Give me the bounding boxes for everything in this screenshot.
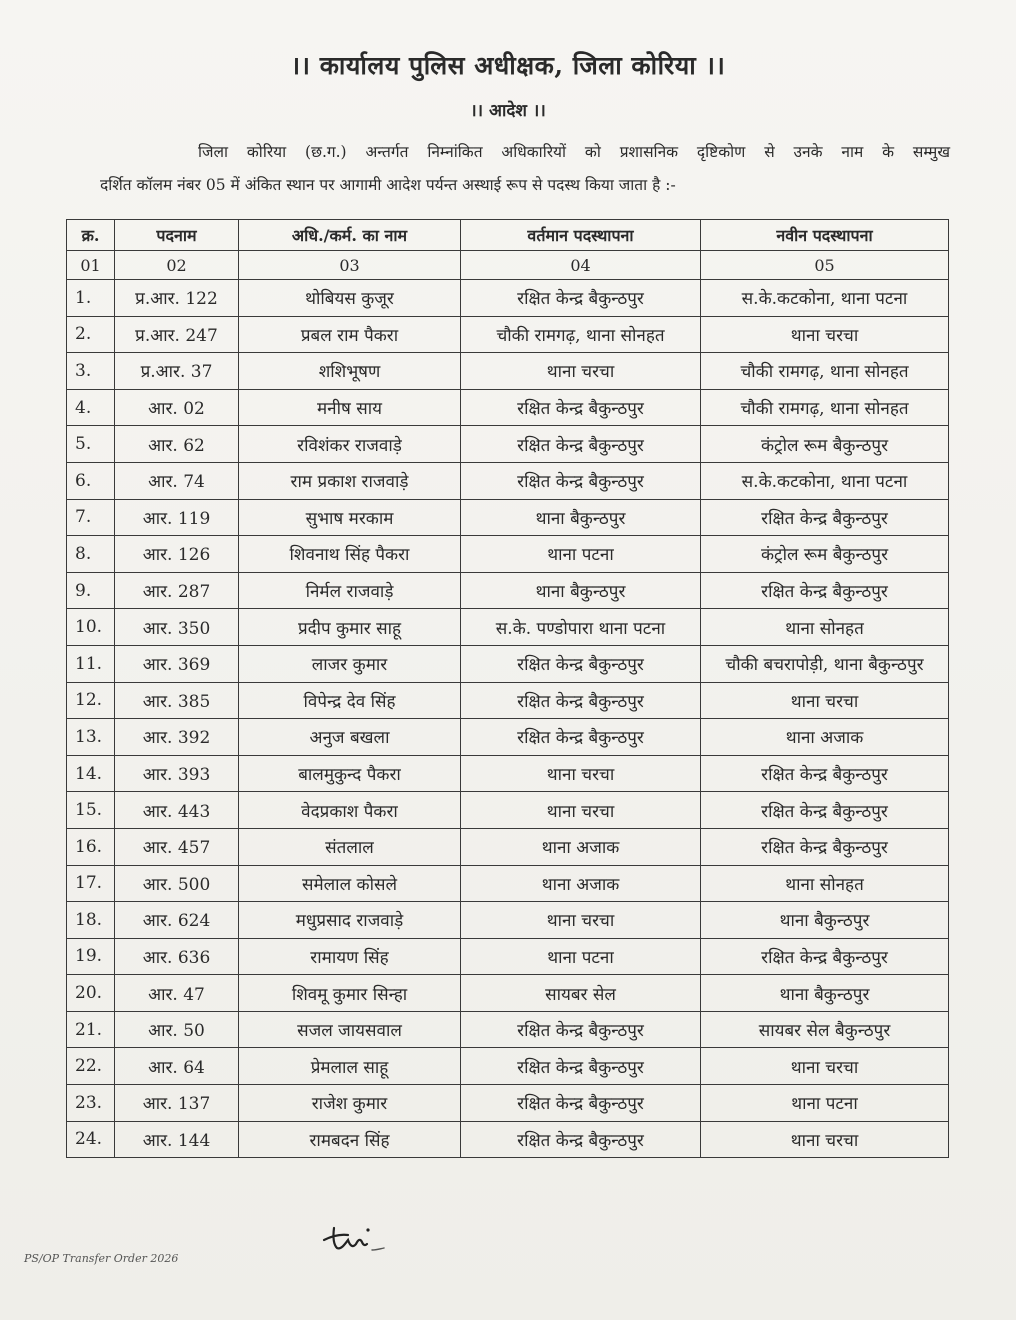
cell-current-posting: थाना अजाक: [461, 865, 701, 902]
cell-current-posting: रक्षित केन्द्र बैकुन्ठपुर: [461, 426, 701, 463]
cell-new-posting: थाना सोनहत: [701, 609, 949, 646]
table-row: [67, 755, 949, 792]
order-paragraph-line-2: दर्शित कॉलम नंबर 05 में अंकित स्थान पर आगामी आदेश पर्यन्त अस्थाई रूप से पदस्थ किया जाता है :-: [100, 176, 676, 194]
header-serial: क्र.: [67, 220, 115, 251]
cell-current-posting: रक्षित केन्द्र बैकुन्ठपुर: [461, 462, 701, 499]
cell-name: संतलाल: [239, 828, 461, 865]
cell-new-posting: थाना सोनहत: [701, 865, 949, 902]
cell-designation: आर. 624: [115, 902, 239, 939]
cell-new-posting: कंट्रोल रूम बैकुन्ठपुर: [701, 536, 949, 573]
signature-mark: [318, 1216, 388, 1260]
cell-designation: आर. 144: [115, 1121, 239, 1158]
cell-serial: 11.: [67, 645, 115, 682]
cell-current-posting: रक्षित केन्द्र बैकुन्ठपुर: [461, 645, 701, 682]
cell-designation: आर. 393: [115, 755, 239, 792]
table-row: [67, 902, 949, 939]
cell-serial: 17.: [67, 865, 115, 902]
cell-new-posting: स.के.कटकोना, थाना पटना: [701, 280, 949, 317]
table-row: [67, 828, 949, 865]
cell-new-posting: थाना अजाक: [701, 719, 949, 756]
cell-serial: 5.: [67, 426, 115, 463]
cell-serial: 18.: [67, 902, 115, 939]
cell-name: लाजर कुमार: [239, 645, 461, 682]
cell-designation: आर. 47: [115, 975, 239, 1012]
cell-designation: आर. 126: [115, 536, 239, 573]
cell-designation: आर. 350: [115, 609, 239, 646]
cell-current-posting: रक्षित केन्द्र बैकुन्ठपुर: [461, 1085, 701, 1122]
column-number: 04: [461, 251, 701, 280]
cell-new-posting: सायबर सेल बैकुन्ठपुर: [701, 1011, 949, 1048]
table-row: [67, 609, 949, 646]
order-paragraph: [100, 136, 950, 202]
cell-serial: 9.: [67, 572, 115, 609]
cell-current-posting: थाना चरचा: [461, 755, 701, 792]
table-row: [67, 353, 949, 390]
cell-current-posting: चौकी रामगढ़, थाना सोनहत: [461, 316, 701, 353]
cell-designation: प्र.आर. 247: [115, 316, 239, 353]
cell-name: प्रबल राम पैकरा: [239, 316, 461, 353]
cell-new-posting: रक्षित केन्द्र बैकुन्ठपुर: [701, 828, 949, 865]
cell-name: अनुज बखला: [239, 719, 461, 756]
cell-current-posting: रक्षित केन्द्र बैकुन्ठपुर: [461, 1011, 701, 1048]
cell-serial: 19.: [67, 938, 115, 975]
cell-serial: 4.: [67, 389, 115, 426]
cell-designation: आर. 137: [115, 1085, 239, 1122]
cell-name: रामबदन सिंह: [239, 1121, 461, 1158]
table-row: [67, 1085, 949, 1122]
cell-name: प्रेमलाल साहू: [239, 1048, 461, 1085]
cell-designation: प्र.आर. 122: [115, 280, 239, 317]
cell-serial: 24.: [67, 1121, 115, 1158]
cell-serial: 22.: [67, 1048, 115, 1085]
cell-current-posting: थाना चरचा: [461, 792, 701, 829]
order-paragraph-line-1: जिला कोरिया (छ.ग.) अन्तर्गत निम्नांकित अधिकारियों को प्रशासनिक दृष्टिकोण से उनके नाम के सम्मुख: [198, 143, 950, 161]
cell-new-posting: रक्षित केन्द्र बैकुन्ठपुर: [701, 499, 949, 536]
cell-current-posting: रक्षित केन्द्र बैकुन्ठपुर: [461, 280, 701, 317]
cell-serial: 16.: [67, 828, 115, 865]
cell-name: शिवमू कुमार सिन्हा: [239, 975, 461, 1012]
cell-designation: आर. 457: [115, 828, 239, 865]
table-row: [67, 1011, 949, 1048]
table-row: [67, 1048, 949, 1085]
cell-new-posting: चौकी बचरापोड़ी, थाना बैकुन्ठपुर: [701, 645, 949, 682]
cell-new-posting: स.के.कटकोना, थाना पटना: [701, 462, 949, 499]
cell-new-posting: रक्षित केन्द्र बैकुन्ठपुर: [701, 572, 949, 609]
table-row: [67, 316, 949, 353]
column-number-row: [67, 251, 949, 280]
cell-current-posting: रक्षित केन्द्र बैकुन्ठपुर: [461, 682, 701, 719]
cell-name: राजेश कुमार: [239, 1085, 461, 1122]
cell-current-posting: थाना चरचा: [461, 902, 701, 939]
cell-current-posting: थाना बैकुन्ठपुर: [461, 499, 701, 536]
cell-name: बालमुकुन्द पैकरा: [239, 755, 461, 792]
cell-serial: 6.: [67, 462, 115, 499]
cell-name: राम प्रकाश राजवाड़े: [239, 462, 461, 499]
column-number: 05: [701, 251, 949, 280]
cell-serial: 2.: [67, 316, 115, 353]
cell-serial: 1.: [67, 280, 115, 317]
cell-name: विपेन्द्र देव सिंह: [239, 682, 461, 719]
cell-new-posting: थाना बैकुन्ठपुर: [701, 902, 949, 939]
table-row: [67, 682, 949, 719]
cell-name: वेदप्रकाश पैकरा: [239, 792, 461, 829]
transfer-table: [66, 219, 949, 1158]
cell-name: समेलाल कोसले: [239, 865, 461, 902]
cell-designation: आर. 62: [115, 426, 239, 463]
column-number: 01: [67, 251, 115, 280]
cell-serial: 13.: [67, 719, 115, 756]
cell-name: सजल जायसवाल: [239, 1011, 461, 1048]
cell-designation: आर. 369: [115, 645, 239, 682]
cell-designation: आर. 392: [115, 719, 239, 756]
cell-name: निर्मल राजवाड़े: [239, 572, 461, 609]
cell-serial: 14.: [67, 755, 115, 792]
cell-designation: आर. 02: [115, 389, 239, 426]
cell-designation: प्र.आर. 37: [115, 353, 239, 390]
cell-current-posting: रक्षित केन्द्र बैकुन्ठपुर: [461, 719, 701, 756]
table-row: [67, 975, 949, 1012]
cell-current-posting: स.के. पण्डोपारा थाना पटना: [461, 609, 701, 646]
column-number: 02: [115, 251, 239, 280]
cell-designation: आर. 443: [115, 792, 239, 829]
cell-serial: 12.: [67, 682, 115, 719]
cell-current-posting: थाना चरचा: [461, 353, 701, 390]
cell-name: रविशंकर राजवाड़े: [239, 426, 461, 463]
column-number: 03: [239, 251, 461, 280]
table-row: [67, 938, 949, 975]
header-name: अधि./कर्म. का नाम: [239, 220, 461, 251]
table-header-row: [67, 220, 949, 251]
header-designation: पदनाम: [115, 220, 239, 251]
cell-current-posting: थाना पटना: [461, 938, 701, 975]
cell-serial: 8.: [67, 536, 115, 573]
cell-new-posting: रक्षित केन्द्र बैकुन्ठपुर: [701, 938, 949, 975]
cell-current-posting: रक्षित केन्द्र बैकुन्ठपुर: [461, 389, 701, 426]
cell-designation: आर. 500: [115, 865, 239, 902]
cell-current-posting: थाना अजाक: [461, 828, 701, 865]
table-row: [67, 280, 949, 317]
table-row: [67, 462, 949, 499]
cell-designation: आर. 64: [115, 1048, 239, 1085]
cell-designation: आर. 74: [115, 462, 239, 499]
table-row: [67, 719, 949, 756]
cell-serial: 7.: [67, 499, 115, 536]
cell-serial: 23.: [67, 1085, 115, 1122]
cell-new-posting: थाना चरचा: [701, 1121, 949, 1158]
table-row: [67, 389, 949, 426]
table-row: [67, 536, 949, 573]
cell-new-posting: थाना पटना: [701, 1085, 949, 1122]
cell-serial: 21.: [67, 1011, 115, 1048]
cell-new-posting: थाना चरचा: [701, 316, 949, 353]
cell-new-posting: थाना बैकुन्ठपुर: [701, 975, 949, 1012]
table-row: [67, 865, 949, 902]
cell-name: मधुप्रसाद राजवाड़े: [239, 902, 461, 939]
header-current-posting: वर्तमान पदस्थापना: [461, 220, 701, 251]
cell-current-posting: सायबर सेल: [461, 975, 701, 1012]
cell-designation: आर. 287: [115, 572, 239, 609]
cell-new-posting: थाना चरचा: [701, 682, 949, 719]
header-new-posting: नवीन पदस्थापना: [701, 220, 949, 251]
cell-current-posting: रक्षित केन्द्र बैकुन्ठपुर: [461, 1121, 701, 1158]
cell-designation: आर. 119: [115, 499, 239, 536]
table-row: [67, 426, 949, 463]
cell-name: सुभाष मरकाम: [239, 499, 461, 536]
table-row: [67, 792, 949, 829]
office-title: ।। कार्यालय पुलिस अधीक्षक, जिला कोरिया ।।: [290, 51, 726, 80]
cell-new-posting: थाना चरचा: [701, 1048, 949, 1085]
cell-new-posting: रक्षित केन्द्र बैकुन्ठपुर: [701, 755, 949, 792]
table-row: [67, 1121, 949, 1158]
cell-current-posting: रक्षित केन्द्र बैकुन्ठपुर: [461, 1048, 701, 1085]
cell-new-posting: कंट्रोल रूम बैकुन्ठपुर: [701, 426, 949, 463]
cell-new-posting: चौकी रामगढ़, थाना सोनहत: [701, 353, 949, 390]
footer-watermark: PS/OP Transfer Order 2026: [24, 1252, 179, 1265]
table-row: [67, 572, 949, 609]
cell-serial: 15.: [67, 792, 115, 829]
cell-current-posting: थाना बैकुन्ठपुर: [461, 572, 701, 609]
table-row: [67, 645, 949, 682]
cell-name: मनीष साय: [239, 389, 461, 426]
cell-serial: 20.: [67, 975, 115, 1012]
cell-current-posting: थाना पटना: [461, 536, 701, 573]
order-heading: ।। आदेश ।।: [470, 101, 546, 121]
cell-serial: 3.: [67, 353, 115, 390]
cell-designation: आर. 50: [115, 1011, 239, 1048]
cell-name: शशिभूषण: [239, 353, 461, 390]
cell-name: प्रदीप कुमार साहू: [239, 609, 461, 646]
cell-designation: आर. 385: [115, 682, 239, 719]
cell-name: थोबियस कुजूर: [239, 280, 461, 317]
table-row: [67, 499, 949, 536]
cell-designation: आर. 636: [115, 938, 239, 975]
cell-new-posting: चौकी रामगढ़, थाना सोनहत: [701, 389, 949, 426]
cell-serial: 10.: [67, 609, 115, 646]
cell-new-posting: रक्षित केन्द्र बैकुन्ठपुर: [701, 792, 949, 829]
cell-name: रामायण सिंह: [239, 938, 461, 975]
cell-name: शिवनाथ सिंह पैकरा: [239, 536, 461, 573]
